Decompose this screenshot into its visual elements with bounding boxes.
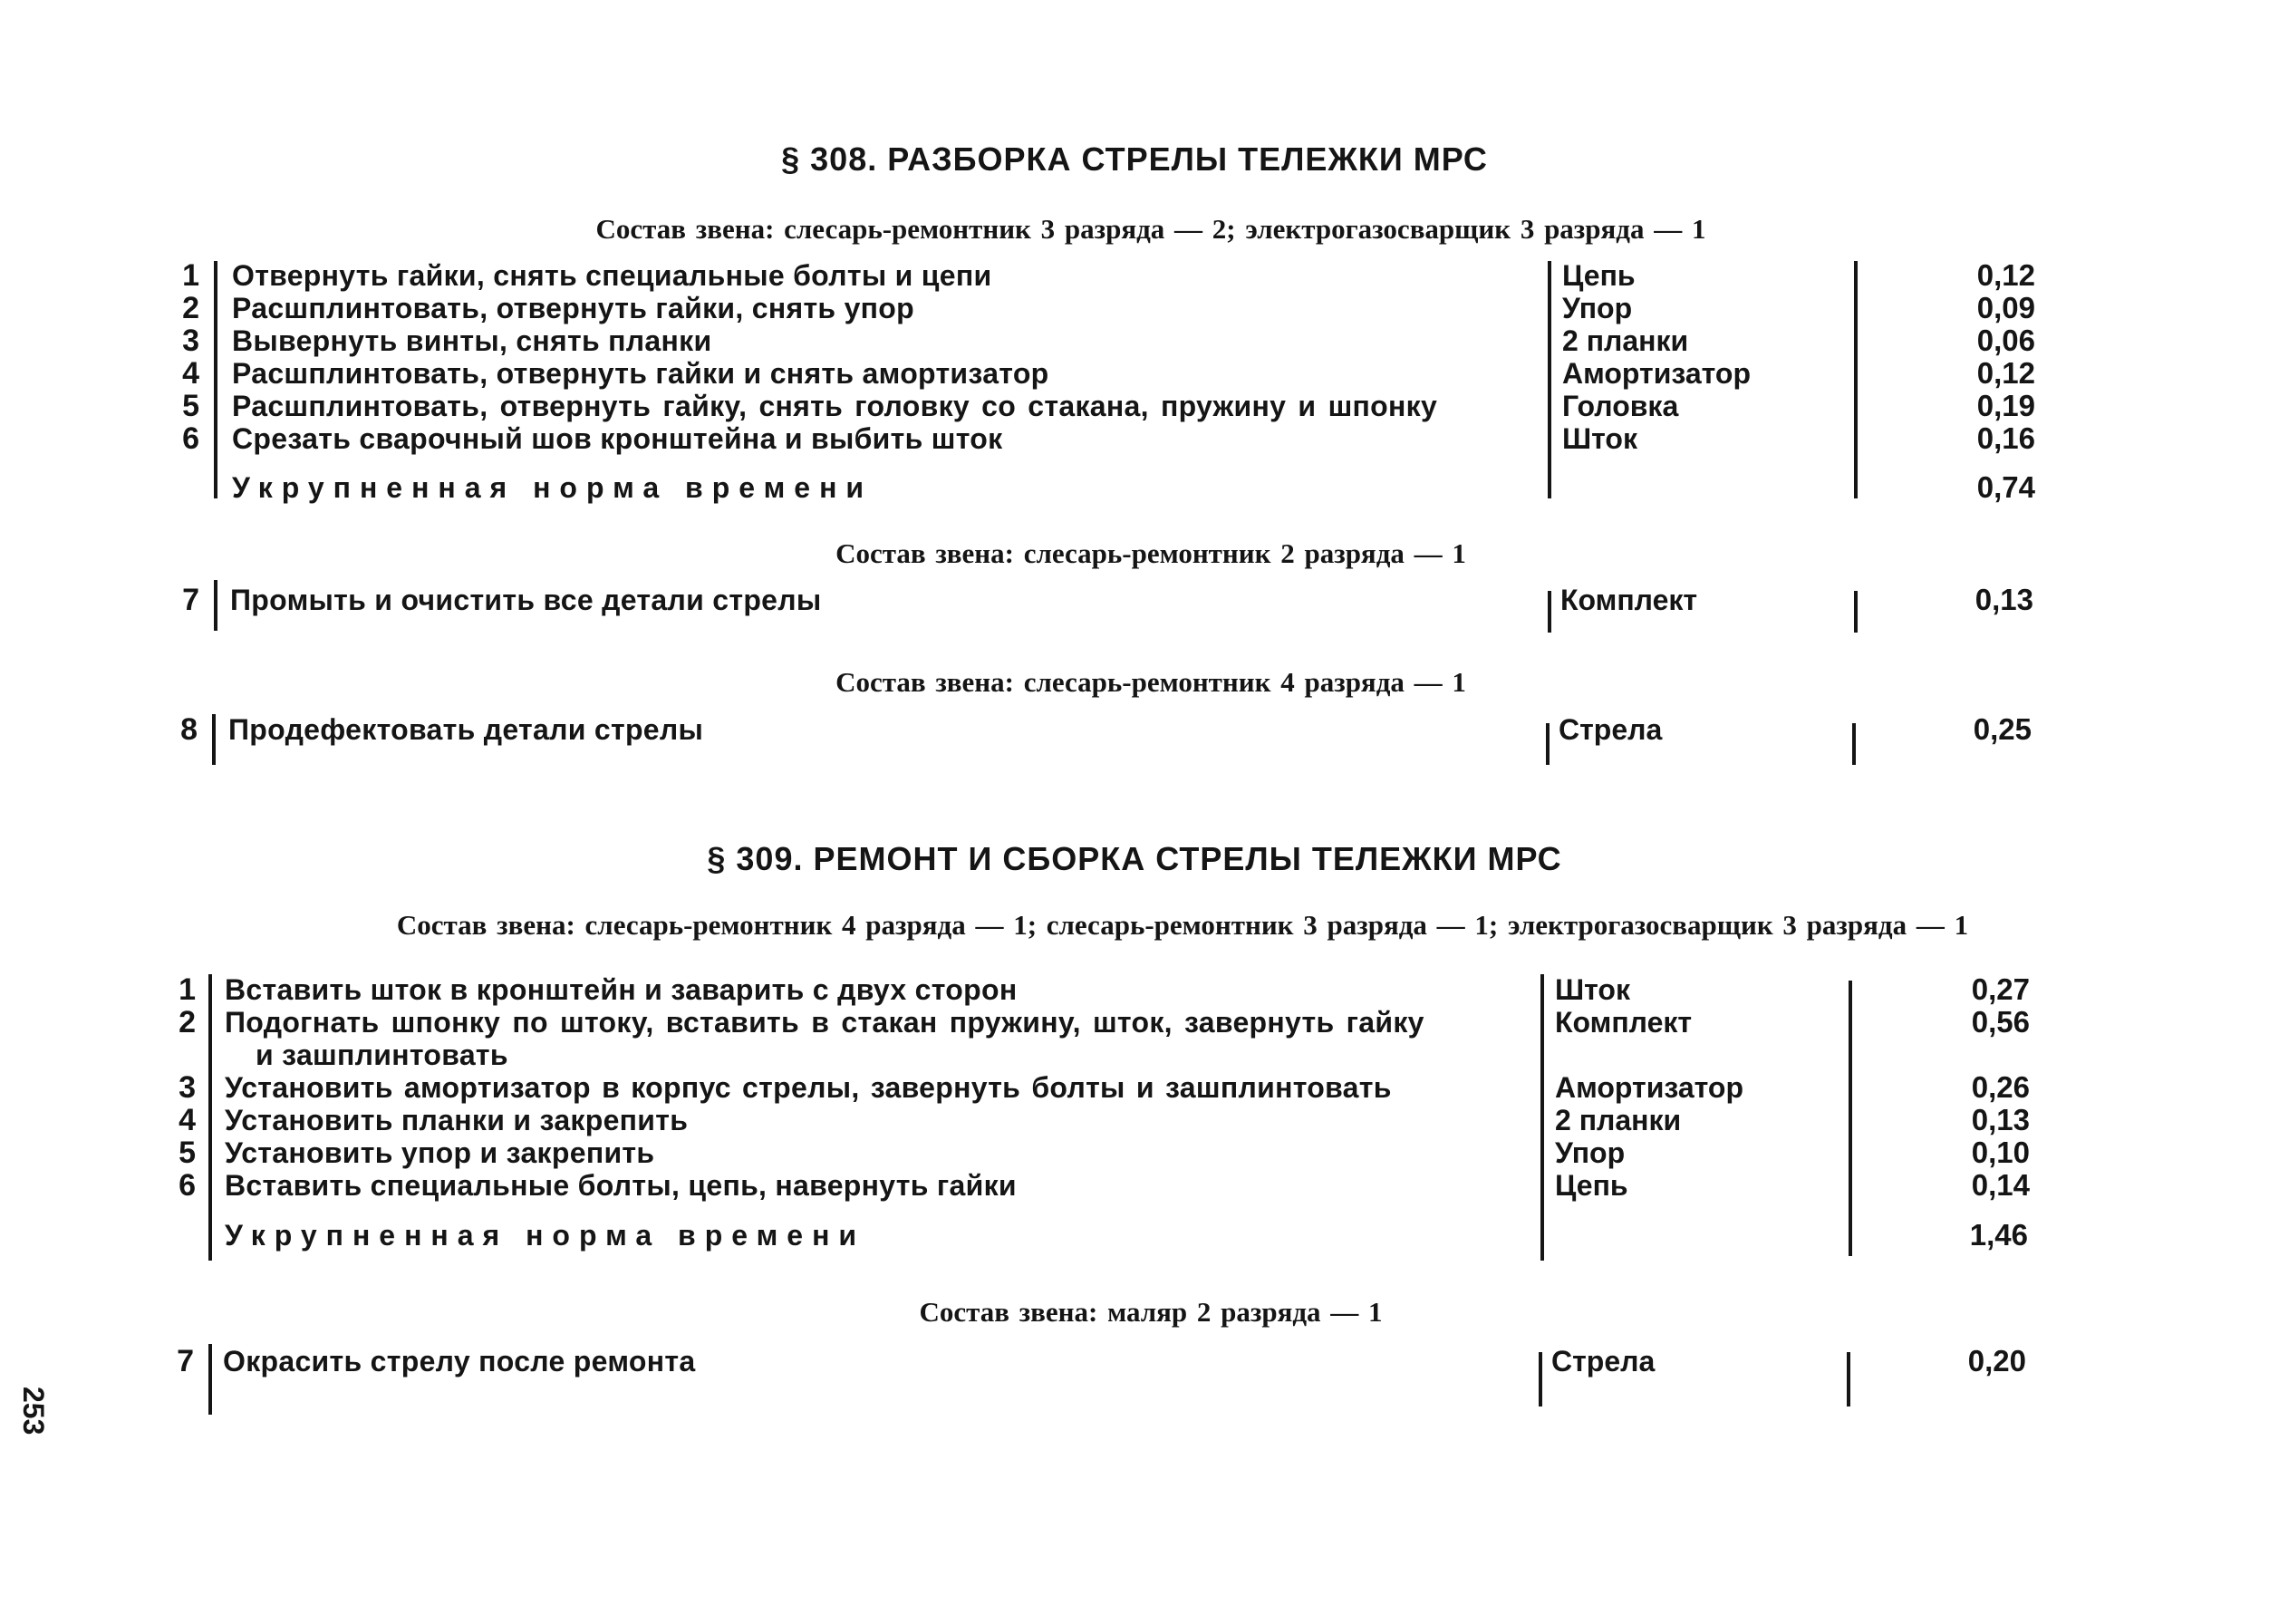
table-row <box>0 259 2269 292</box>
table-row <box>0 292 2269 324</box>
row-description: Установить планки и закрепить <box>225 1104 689 1136</box>
row-description: Подогнать шпонку по штоку, вставить в стакан пружину, шток, завернуть гайку <box>225 1006 1424 1039</box>
row-value: 0,12 <box>1976 356 2035 390</box>
row-unit: Комплект <box>1560 584 1698 616</box>
row-unit: Стрела <box>1551 1345 1656 1378</box>
row-value: 0,16 <box>1976 421 2035 455</box>
row-unit: Головка <box>1562 390 1679 422</box>
table-row <box>0 357 2269 390</box>
row-unit: Шток <box>1555 973 1630 1006</box>
row-description: Вставить шток в кронштейн и заварить с двух сторон <box>225 973 1018 1006</box>
row-description: Расшплинтовать, отвернуть гайки, снять упор <box>232 292 914 324</box>
table-row <box>0 1006 2269 1039</box>
row-number: 3 <box>182 324 199 358</box>
total-label: Укрупненная норма времени <box>232 471 874 504</box>
total-value: 0,74 <box>1976 470 2035 504</box>
row-number: 6 <box>179 1168 196 1203</box>
total-value: 1,46 <box>1969 1218 2028 1252</box>
table-row <box>0 584 2269 616</box>
row-value: 0,13 <box>1971 1103 2030 1136</box>
row-unit: Шток <box>1562 422 1637 455</box>
row-description: Промыть и очистить все детали стрелы <box>230 584 822 616</box>
row-description: Продефектовать детали стрелы <box>228 713 704 746</box>
page-number: 253 <box>17 1387 50 1436</box>
row-description: Срезать сварочный шов кронштейна и выбить шток <box>232 422 1003 455</box>
row-unit: Амортизатор <box>1555 1071 1743 1104</box>
row-number: 5 <box>182 389 199 423</box>
table-row <box>0 713 2269 746</box>
row-number: 4 <box>179 1103 196 1137</box>
row-value: 0,13 <box>1975 583 2033 616</box>
table-row <box>0 1345 2269 1378</box>
total-row <box>0 1219 2269 1252</box>
section-309-crew: Состав звена: слесарь-ремонтник 4 разряда — 1; слесарь-ремонтник 3 разряда — 1; электрогазосварщик 3 разряда — 1 <box>396 909 1969 941</box>
row-value: 0,14 <box>1971 1168 2030 1202</box>
table-row <box>0 324 2269 357</box>
row-unit: Цепь <box>1555 1169 1628 1202</box>
row-value: 0,19 <box>1976 389 2035 422</box>
section-309-crew-2: Состав звена: маляр 2 разряда — 1 <box>919 1296 1383 1328</box>
table-row-continuation <box>0 1039 2269 1071</box>
row-number: 7 <box>177 1344 194 1378</box>
row-number: 8 <box>180 712 198 747</box>
row-number: 1 <box>182 258 199 293</box>
section-308-crew-2: Состав звена: слесарь-ремонтник 2 разряда — 1 <box>835 537 1466 569</box>
row-unit: 2 планки <box>1555 1104 1682 1136</box>
row-unit: Упор <box>1555 1136 1626 1169</box>
row-unit: Амортизатор <box>1562 357 1751 390</box>
row-unit: Стрела <box>1559 713 1663 746</box>
row-value: 0,56 <box>1971 1005 2030 1039</box>
total-row <box>0 471 2269 504</box>
row-value: 0,26 <box>1971 1070 2030 1104</box>
row-description: Расшплинтовать, отвернуть гайки и снять амортизатор <box>232 357 1049 390</box>
row-number: 7 <box>182 583 199 617</box>
row-number: 3 <box>179 1070 196 1105</box>
row-description: Вывернуть винты, снять планки <box>232 324 712 357</box>
row-number: 5 <box>179 1136 196 1170</box>
section-308-crew: Состав звена: слесарь-ремонтник 3 разряда — 2; электрогазосварщик 3 разряда — 1 <box>595 213 1706 245</box>
row-number: 2 <box>182 291 199 325</box>
table-row <box>0 422 2269 455</box>
row-number: 6 <box>182 421 199 456</box>
row-value: 0,27 <box>1971 972 2030 1006</box>
row-value: 0,25 <box>1973 712 2032 746</box>
table-row <box>0 1104 2269 1136</box>
row-description: Установить упор и закрепить <box>225 1136 655 1169</box>
row-unit: Цепь <box>1562 259 1636 292</box>
row-value: 0,20 <box>1967 1344 2026 1378</box>
row-value: 0,10 <box>1971 1136 2030 1169</box>
row-number: 2 <box>179 1005 196 1039</box>
row-value: 0,06 <box>1976 324 2035 357</box>
section-308-title: § 308. РАЗБОРКА СТРЕЛЫ ТЕЛЕЖКИ МРС <box>781 140 1488 178</box>
section-309-title: § 309. РЕМОНТ И СБОРКА СТРЕЛЫ ТЕЛЕЖКИ МРС <box>707 840 1562 877</box>
row-description: Вставить специальные болты, цепь, навернуть гайки <box>225 1169 1017 1202</box>
row-value: 0,12 <box>1976 258 2035 292</box>
row-description: Расшплинтовать, отвернуть гайку, снять головку со стакана, пружину и шпонку <box>232 390 1438 422</box>
row-value: 0,09 <box>1976 291 2035 324</box>
row-unit: Упор <box>1562 292 1633 324</box>
row-number: 1 <box>179 972 196 1007</box>
row-description: Установить амортизатор в корпус стрелы, завернуть болты и зашплинтовать <box>225 1071 1392 1104</box>
row-description: Отвернуть гайки, снять специальные болты и цепи <box>232 259 992 292</box>
table-row <box>0 1136 2269 1169</box>
table-row <box>0 390 2269 422</box>
section-308-crew-3: Состав звена: слесарь-ремонтник 4 разряда — 1 <box>835 666 1466 698</box>
table-row <box>0 973 2269 1006</box>
row-unit: Комплект <box>1555 1006 1693 1039</box>
row-description-continuation: и зашплинтовать <box>256 1039 508 1071</box>
row-description: Окрасить стрелу после ремонта <box>223 1345 696 1378</box>
table-row <box>0 1071 2269 1104</box>
table-row <box>0 1169 2269 1202</box>
total-label: Укрупненная норма времени <box>225 1219 866 1252</box>
row-number: 4 <box>182 356 199 391</box>
row-unit: 2 планки <box>1562 324 1689 357</box>
